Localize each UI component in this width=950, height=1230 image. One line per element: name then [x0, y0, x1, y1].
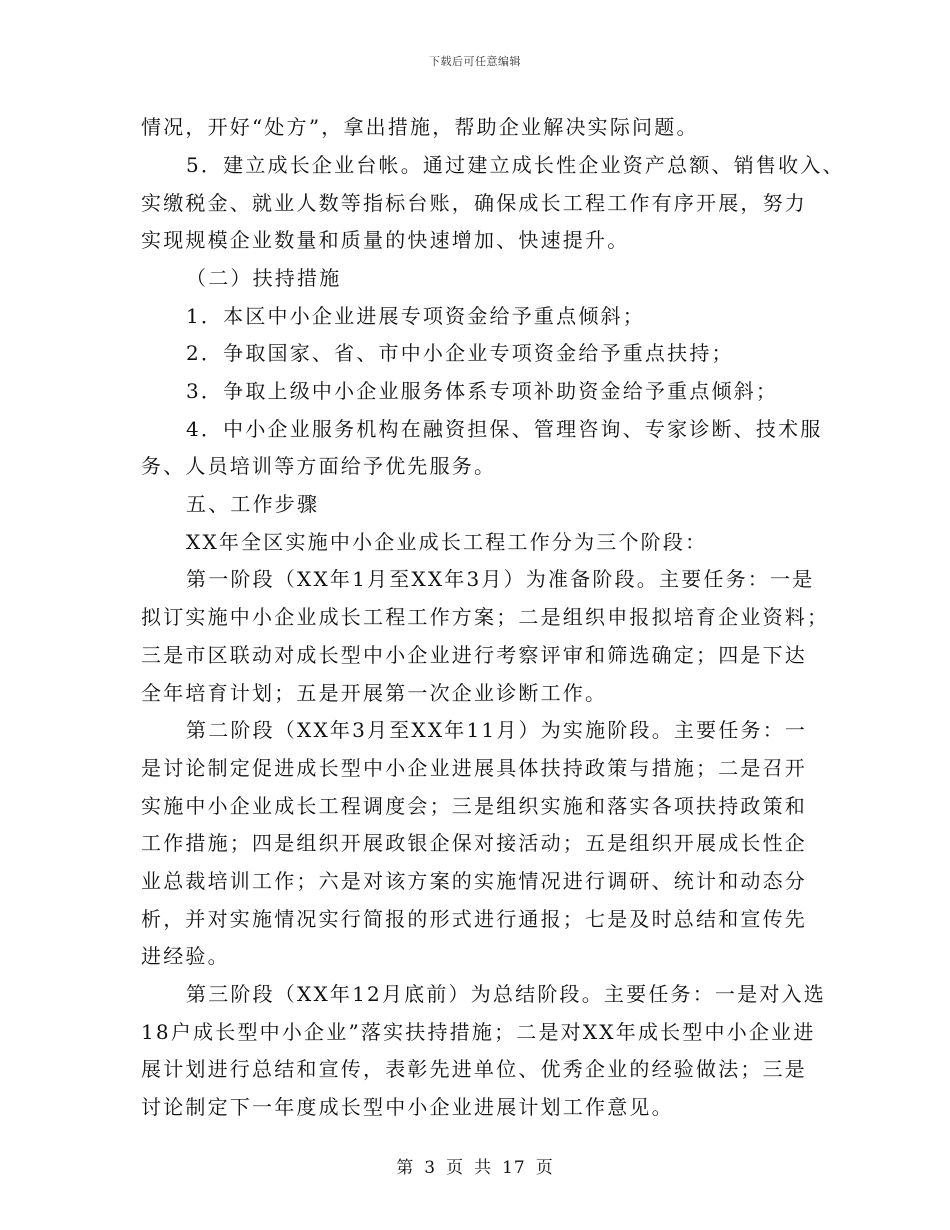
- body-line: 2．争取国家、省、市中小企业专项资金给予重点扶持；: [186, 341, 734, 365]
- section-heading: （二）扶持措施: [186, 266, 342, 290]
- body-line: 实现规模企业数量和质量的快速增加、快速提升。: [141, 228, 630, 252]
- body-line: 第一阶段（XX年1月至XX年3月）为准备阶段。主要任务：一是: [186, 567, 815, 591]
- footer-total-unit: 页: [535, 1158, 554, 1178]
- body-line: 第三阶段（XX年12月底前）为总结阶段。主要任务：一是对入选: [186, 982, 826, 1006]
- body-line: 三是市区联动对成长型中小企业进行考察评审和筛选确定；四是下达: [141, 643, 807, 667]
- body-line: 实缴税金、就业人数等指标台账，确保成长工程工作有序开展，努力: [141, 191, 807, 215]
- body-line: 进经验。: [141, 944, 230, 968]
- body-line: 4．中小企业服务机构在融资担保、管理咨询、专家诊断、技术服: [186, 417, 823, 441]
- body-line: 18户成长型中小企业”落实扶持措施；二是对XX年成长型中小企业进: [141, 1020, 816, 1044]
- body-line: 1．本区中小企业进展专项资金给予重点倾斜；: [186, 304, 645, 328]
- body-line: 第二阶段（XX年3月至XX年11月）为实施阶段。主要任务：一: [186, 718, 808, 742]
- body-line: 工作措施；四是组织开展政银企保对接活动；五是组织开展成长性企: [141, 831, 807, 855]
- footer-page-unit: 页: [446, 1158, 465, 1178]
- body-line: 展计划进行总结和宣传，表彰先进单位、优秀企业的经验做法；三是: [141, 1057, 807, 1081]
- body-line: 务、人员培训等方面给予优先服务。: [141, 454, 497, 478]
- body-line: XX年全区实施中小企业成长工程工作分为三个阶段：: [186, 530, 708, 554]
- footer-page-label: 第: [396, 1158, 415, 1178]
- body-line: 5．建立成长企业台帐。通过建立成长性企业资产总额、销售收入、: [186, 153, 845, 177]
- body-line: 业总裁培训工作；六是对该方案的实施情况进行调研、统计和动态分: [141, 869, 807, 893]
- body-line: 是讨论制定促进成长型中小企业进展具体扶持政策与措施；二是召开: [141, 756, 807, 780]
- body-line: 析，并对实施情况实行简报的形式进行通报；七是及时总结和宣传先: [141, 907, 807, 931]
- body-line: 实施中小企业成长工程调度会；三是组织实施和落实各项扶持政策和: [141, 794, 807, 818]
- body-line: 3．争取上级中小企业服务体系专项补助资金给予重点倾斜；: [186, 379, 779, 403]
- footer-page-number: 3: [424, 1158, 437, 1178]
- page-footer: [0, 1153, 950, 1178]
- body-line: 全年培育计划；五是开展第一次企业诊断工作。: [141, 681, 608, 705]
- page-header-note: 下载后可任意编辑: [429, 55, 521, 68]
- section-heading: 五、工作步骤: [186, 492, 320, 516]
- footer-total-label: 共: [474, 1158, 493, 1178]
- body-line: 情况，开好“处方”，拿出措施，帮助企业解决实际问题。: [141, 115, 699, 139]
- body-line: 讨论制定下一年度成长型中小企业进展计划工作意见。: [141, 1095, 674, 1119]
- body-line: 拟订实施中小企业成长工程工作方案；二是组织申报拟培育企业资料；: [141, 605, 830, 629]
- footer-total-pages: 17: [502, 1158, 526, 1178]
